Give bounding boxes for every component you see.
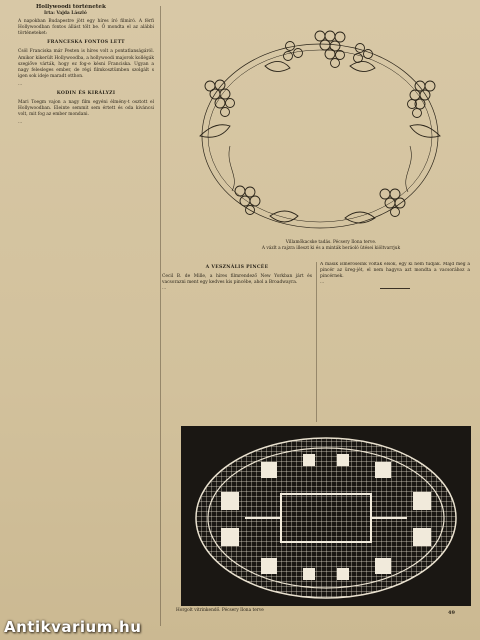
doily-caption: Horgolt vitrinkendő. Pécsery Ilona terve [176,608,264,613]
article-byline: Irta: Vajda László [44,11,87,16]
caption-line: Villamőkacske tadás. Pécsery Ilona terve. [285,240,377,245]
caption-line: A vázlt a rajzra illeszt ki és a minták beráoló ütései kiöltvarrjuk [261,246,401,251]
right-column [320,262,470,422]
body-text-filler: ... [162,286,167,292]
article-intro: A napokban Budapestre jött egy híres író filmíró. A férfi Hollywoodban fontos állást tölt be. Ő mondta el az alábbi történeteket: [18,19,154,37]
body-text-filler: ... [320,280,325,286]
body-text-filler: ... [18,120,23,126]
article-title: Hollywoodi történetek [36,4,106,10]
end-rule [380,288,410,289]
site-watermark: Antikvarium.hu [4,618,142,636]
section-text-king: Mari Toegm vajon a nagy film egyéni élmény-t osztott el Hollywoodban. Eleinte semmit sem értett és oda kiváncsi volt, mit fog az ember mondani. [18,100,154,118]
top-pattern-caption [196,240,466,252]
body-text-filler: ... [18,81,23,87]
embroidery-pattern-illustration [170,6,470,252]
right-column-text: A másik ismerőseink voltak elsők, egy ki nem tudják. Majd meg a pincér az üreg-jét, el nem hagyva azt mondta a vacsorához a pincérnek. [320,262,470,280]
column-divider [316,262,317,422]
section-text-pince: Cecil B. de Mille, a híres filmrendező New Yorkban járt és vacsorazni ment egy kedves kis pincébe, ahol a Broadwayra. [162,274,312,286]
section-title-king: KODIN ÉS KIRÁLYZI [56,91,116,97]
section-text-franciska: Csöl Franciska már Pesten is híres volt a pontatlanságáról. Amikor kikerült Hollywoodba, a hollywoodi majorok kollégák szegiőve várták, hogy ez fog-e késni Franciska. Ugyan a nagy felesleges ember, de régi filmkosztümben szolgált s igen sok ideje maradt otthon. [18,49,154,79]
middle-column [162,262,312,420]
page-number: 49 [448,610,455,616]
column-divider [160,6,161,626]
section-title-pince: A VESZNÁLIS PINCÉE [205,265,269,270]
left-column [18,4,154,626]
section-title-franciska: FRANCESKA FONTOS LETT [47,40,125,46]
crochet-doily-photo [181,426,471,606]
